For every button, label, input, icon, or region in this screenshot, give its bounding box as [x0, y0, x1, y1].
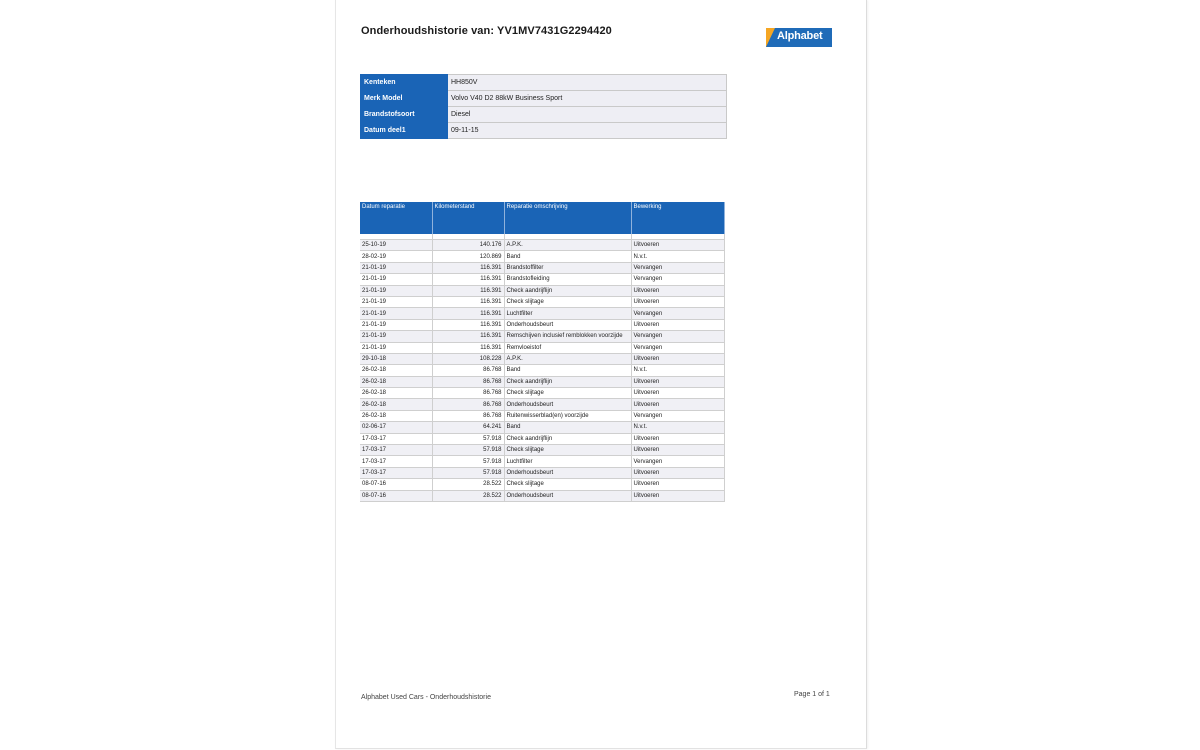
repair-km: 86.768 [432, 376, 504, 387]
table-row [360, 331, 724, 342]
repair-description: Check slijtage [504, 445, 631, 456]
repair-description: Check aandrijflijn [504, 376, 631, 387]
page-number: Page 1 of 1 [794, 691, 830, 698]
repair-km: 86.768 [432, 399, 504, 410]
info-value: 09-11-15 [448, 123, 727, 139]
table-row [360, 479, 724, 490]
repair-description: Check slijtage [504, 479, 631, 490]
table-row [360, 422, 724, 433]
alphabet-logo [766, 28, 832, 47]
repair-km: 57.918 [432, 467, 504, 478]
repair-description: Check aandrijflijn [504, 433, 631, 444]
repair-km: 116.391 [432, 308, 504, 319]
repair-action: Uitvoeren [631, 388, 724, 399]
repair-description: Remschijven inclusief remblokken voorzijde [504, 331, 631, 342]
info-value: HH850V [448, 75, 727, 91]
table-row [360, 399, 724, 410]
table-row [360, 467, 724, 478]
table-row [360, 342, 724, 353]
repair-action: Uitvoeren [631, 490, 724, 501]
repair-date: 21-01-19 [360, 308, 432, 319]
repair-date: 26-02-18 [360, 399, 432, 410]
repair-date: 02-06-17 [360, 422, 432, 433]
repair-km: 57.918 [432, 433, 504, 444]
repair-action: N.v.t. [631, 422, 724, 433]
repair-description: Check aandrijflijn [504, 285, 631, 296]
repair-description: Brandstofleiding [504, 274, 631, 285]
repair-action: Vervangen [631, 342, 724, 353]
repair-km: 28.522 [432, 490, 504, 501]
table-row [360, 388, 724, 399]
repair-date: 28-02-19 [360, 251, 432, 262]
repair-km: 57.918 [432, 445, 504, 456]
info-value: Diesel [448, 107, 727, 123]
repair-date: 08-07-16 [360, 490, 432, 501]
repair-action: Uitvoeren [631, 319, 724, 330]
repair-action: Uitvoeren [631, 467, 724, 478]
repair-description: Onderhoudsbeurt [504, 319, 631, 330]
repair-km: 116.391 [432, 342, 504, 353]
table-row [360, 308, 724, 319]
repair-description: Band [504, 251, 631, 262]
info-label: Datum deel1 [361, 123, 448, 139]
table-row [360, 262, 724, 273]
table-row [360, 296, 724, 307]
repair-description: Onderhoudsbeurt [504, 467, 631, 478]
repair-date: 21-01-19 [360, 342, 432, 353]
repair-description: Luchtfilter [504, 456, 631, 467]
vehicle-info-row [361, 123, 727, 139]
info-value: Volvo V40 D2 88kW Business Sport [448, 91, 727, 107]
repair-km: 116.391 [432, 319, 504, 330]
repair-km: 28.522 [432, 479, 504, 490]
repair-description: Band [504, 365, 631, 376]
repair-description: A.P.K. [504, 240, 631, 251]
repair-date: 17-03-17 [360, 467, 432, 478]
repair-date: 21-01-19 [360, 285, 432, 296]
repair-action: Vervangen [631, 308, 724, 319]
repair-date: 21-01-19 [360, 262, 432, 273]
repair-action: Vervangen [631, 262, 724, 273]
repair-date: 29-10-18 [360, 353, 432, 364]
table-row [360, 319, 724, 330]
repair-date: 17-03-17 [360, 433, 432, 444]
repair-action: N.v.t. [631, 365, 724, 376]
repair-date: 26-02-18 [360, 365, 432, 376]
repair-description: Brandstoffilter [504, 262, 631, 273]
repair-km: 64.241 [432, 422, 504, 433]
repair-action: Uitvoeren [631, 479, 724, 490]
repair-description: Band [504, 422, 631, 433]
header-kilometerstand: Kilometerstand [432, 202, 504, 234]
logo-triangle-icon [766, 28, 775, 47]
table-row [360, 240, 724, 251]
repair-action: Vervangen [631, 274, 724, 285]
repair-km: 116.391 [432, 274, 504, 285]
footer-text: Alphabet Used Cars - Onderhoudshistorie [361, 694, 491, 701]
table-row [360, 376, 724, 387]
repair-description: Onderhoudsbeurt [504, 490, 631, 501]
repair-description: Check slijtage [504, 296, 631, 307]
repair-action: Uitvoeren [631, 285, 724, 296]
repair-km: 116.391 [432, 285, 504, 296]
repair-date: 25-10-19 [360, 240, 432, 251]
repair-date: 17-03-17 [360, 445, 432, 456]
repair-description: Onderhoudsbeurt [504, 399, 631, 410]
header-bewerking: Bewerking [631, 202, 724, 234]
table-row [360, 433, 724, 444]
repair-action: Uitvoeren [631, 240, 724, 251]
header-reparatie-omschrijving: Reparatie omschrijving [504, 202, 631, 234]
repair-action: Uitvoeren [631, 353, 724, 364]
repair-km: 140.176 [432, 240, 504, 251]
table-row [360, 365, 724, 376]
repair-history-table [360, 202, 725, 502]
table-row [360, 274, 724, 285]
table-row [360, 410, 724, 421]
repair-action: Uitvoeren [631, 445, 724, 456]
vehicle-info-row [361, 75, 727, 91]
repair-km: 86.768 [432, 365, 504, 376]
repair-date: 26-02-18 [360, 376, 432, 387]
repair-km: 86.768 [432, 410, 504, 421]
repair-action: Uitvoeren [631, 399, 724, 410]
table-row [360, 285, 724, 296]
info-label: Merk Model [361, 91, 448, 107]
table-row [360, 251, 724, 262]
repair-action: Uitvoeren [631, 376, 724, 387]
repair-km: 57.918 [432, 456, 504, 467]
table-row [360, 445, 724, 456]
repair-header-row [360, 202, 724, 234]
repair-date: 17-03-17 [360, 456, 432, 467]
repair-action: Uitvoeren [631, 433, 724, 444]
repair-description: Remvloeistof [504, 342, 631, 353]
repair-date: 26-02-18 [360, 410, 432, 421]
repair-action: N.v.t. [631, 251, 724, 262]
table-row [360, 353, 724, 364]
repair-date: 26-02-18 [360, 388, 432, 399]
repair-date: 21-01-19 [360, 319, 432, 330]
info-label: Kenteken [361, 75, 448, 91]
repair-date: 21-01-19 [360, 274, 432, 285]
repair-description: Ruitenwisserblad(en) voorzijde [504, 410, 631, 421]
info-label: Brandstofsoort [361, 107, 448, 123]
document-page [335, 0, 867, 749]
repair-description: A.P.K. [504, 353, 631, 364]
repair-action: Vervangen [631, 456, 724, 467]
vehicle-info-row [361, 91, 727, 107]
repair-description: Check slijtage [504, 388, 631, 399]
repair-date: 08-07-16 [360, 479, 432, 490]
table-row [360, 490, 724, 501]
repair-action: Vervangen [631, 410, 724, 421]
repair-km: 116.391 [432, 262, 504, 273]
repair-km: 116.391 [432, 296, 504, 307]
repair-km: 120.869 [432, 251, 504, 262]
vehicle-info-table [360, 74, 727, 139]
repair-action: Vervangen [631, 331, 724, 342]
repair-km: 108.228 [432, 353, 504, 364]
header-datum-reparatie: Datum reparatie [360, 202, 432, 234]
vehicle-info-row [361, 107, 727, 123]
repair-km: 86.768 [432, 388, 504, 399]
table-row [360, 456, 724, 467]
repair-km: 116.391 [432, 331, 504, 342]
repair-date: 21-01-19 [360, 331, 432, 342]
repair-description: Luchtfilter [504, 308, 631, 319]
repair-action: Uitvoeren [631, 296, 724, 307]
document-title: Onderhoudshistorie van: YV1MV7431G2294420 [361, 25, 612, 37]
repair-date: 21-01-19 [360, 296, 432, 307]
logo-text: Alphabet [777, 30, 823, 42]
